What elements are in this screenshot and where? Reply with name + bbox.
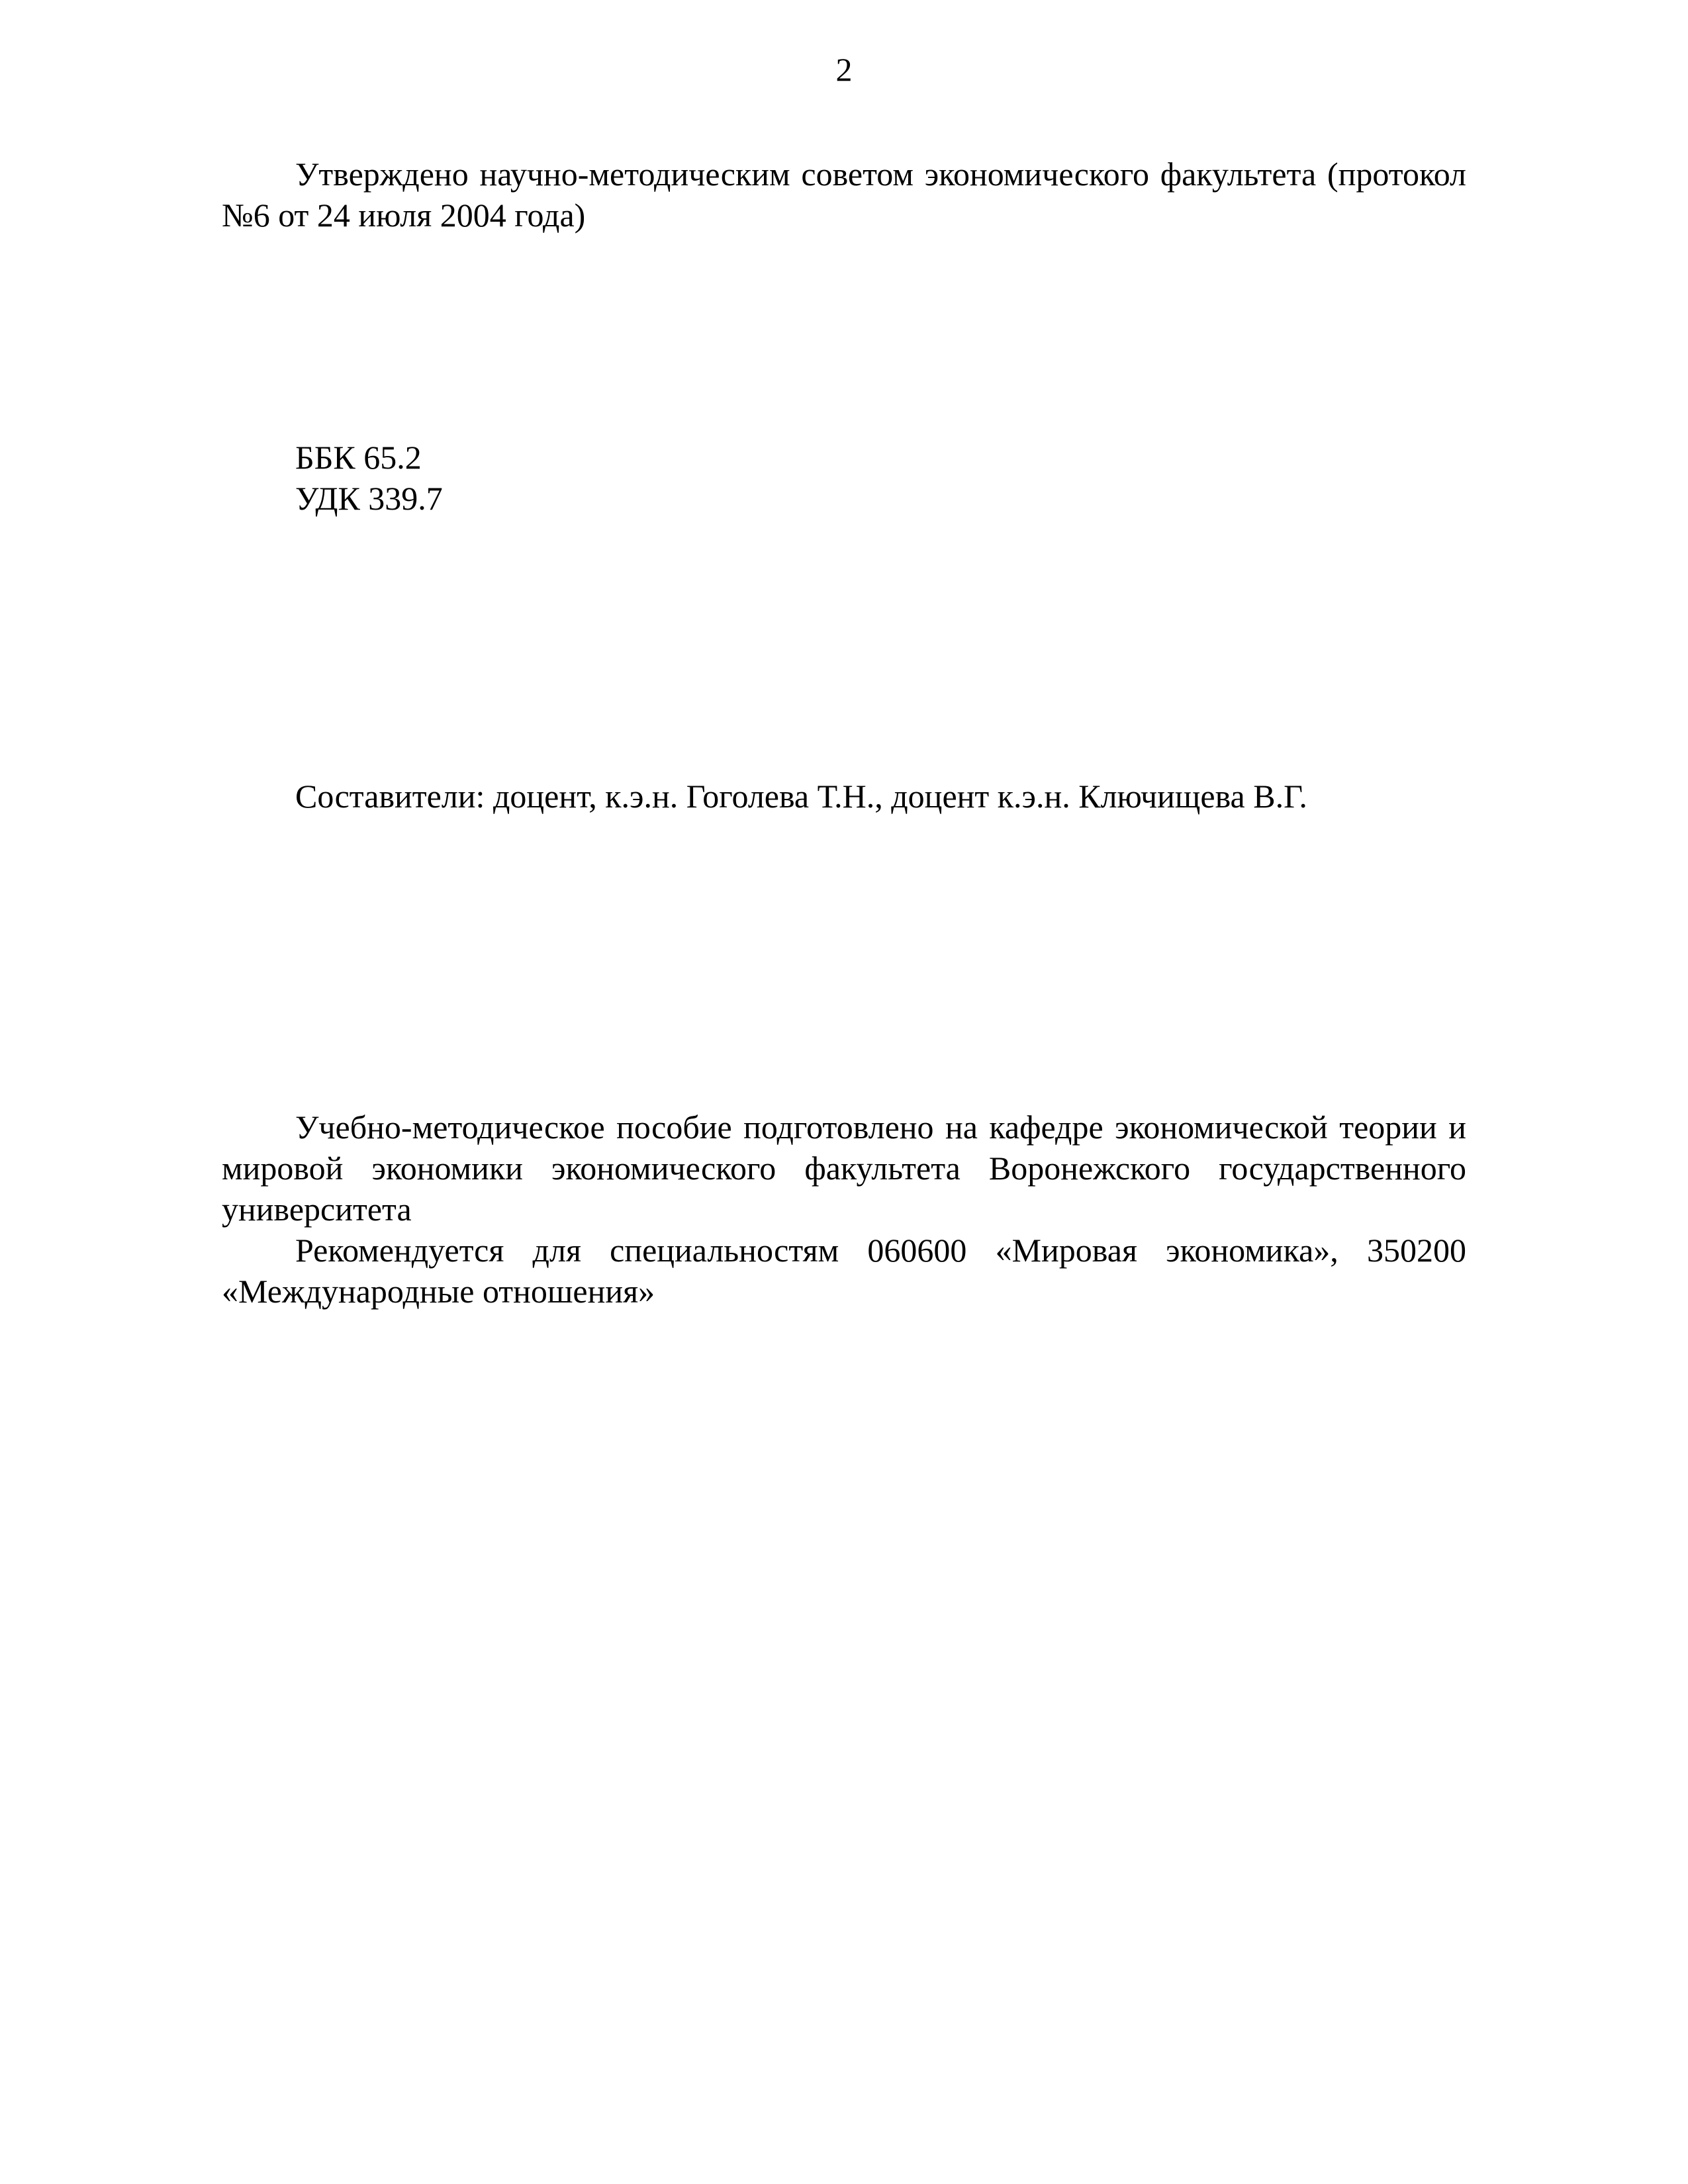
approval-block <box>222 154 1466 236</box>
udk-code: УДК 339.7 <box>295 480 443 517</box>
approval-text: Утверждено научно-методическим советом экономического факультета (протокол №6 от 24 июля 2004 года) <box>222 156 1466 234</box>
about-block <box>222 1107 1466 1312</box>
prepared-text: Учебно-методическое пособие подготовлено на кафедре экономической теории и мировой экономики экономического факультета Воронежского государственного университета <box>222 1109 1466 1228</box>
recommended-text: Рекомендуется для специальностям 060600 «Мировая экономика», 350200 «Международные отношения» <box>222 1232 1466 1310</box>
page-number: 2 <box>835 51 853 88</box>
authors-block <box>222 776 1466 817</box>
authors-text: Составители: доцент, к.э.н. Гоголева Т.Н., доцент к.э.н. Ключищева В.Г. <box>295 778 1307 815</box>
bbk-code: ББК 65.2 <box>295 439 422 476</box>
classification-codes <box>222 437 1466 519</box>
